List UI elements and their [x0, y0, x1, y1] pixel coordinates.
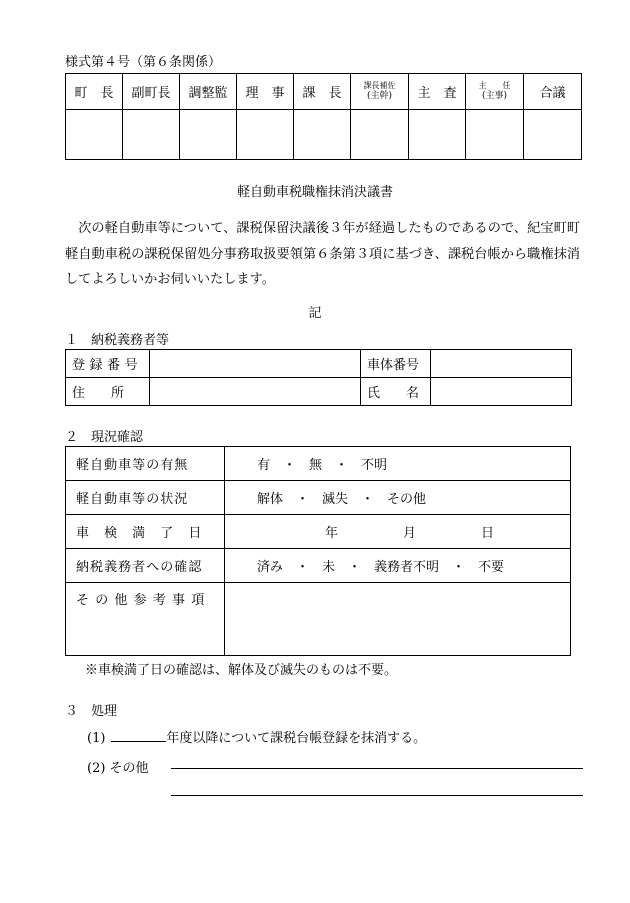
processing-item-1 [87, 727, 426, 746]
approval-header-mayor: 町 長 [66, 74, 123, 110]
section-1-heading: １ 納税義務者等 [65, 333, 170, 348]
ki-marker: 記 [308, 306, 322, 321]
stamp-cell[interactable] [466, 110, 524, 160]
approval-stamp-table [65, 73, 582, 160]
document-title: 軽自動車税職権抹消決議書 [236, 185, 393, 200]
name-label: 氏 名 [361, 378, 431, 406]
item-1-text: 年度以降について課税台帳登録を抹消する。 [166, 731, 427, 746]
body-paragraph: 次の軽自動車等について、課税保留決議後３年が経過したものであるので、紀宝町町軽自動車税の課税保留処分事務取扱要領第６条第３項に基づき、課税台帳から職権抹消してよろしいかお伺いいたします。 [65, 221, 580, 287]
address-label: 住 所 [66, 378, 150, 406]
status-value[interactable]: 有 ・ 無 ・ 不明 [225, 447, 571, 481]
registration-number-label: 登録番号 [66, 350, 150, 378]
status-label: そ の 他 参 考 事 項 [66, 583, 225, 656]
section-3-heading: ３ 処理 [65, 704, 118, 719]
status-label: 軽自動車等の状況 [66, 481, 225, 515]
processing-item-2-label: (2) その他 [87, 761, 149, 776]
address-field[interactable] [150, 378, 361, 406]
status-label: 軽自動車等の有無 [66, 447, 225, 481]
form-label: 様式第４号（第６条関係） [65, 55, 222, 70]
approval-header-consultation: 合議 [524, 74, 582, 110]
section-2-heading: ２ 現況確認 [65, 430, 144, 445]
other-entry-line[interactable] [171, 795, 583, 796]
name-field[interactable] [431, 378, 572, 406]
stamp-cell[interactable] [180, 110, 237, 160]
approval-header-director: 理 事 [237, 74, 294, 110]
status-label: 車 検 満 了 日 [66, 515, 225, 549]
approval-header-deputy-mayor: 副町長 [123, 74, 180, 110]
approval-header-staff: 主 任 (主事) [466, 74, 524, 110]
note-text: ※車検満了日の確認は、解体及び滅失のものは不要。 [85, 663, 398, 678]
stamp-cell[interactable] [294, 110, 351, 160]
stamp-cell[interactable] [351, 110, 409, 160]
approval-header-section-chief: 課 長 [294, 74, 351, 110]
status-value[interactable]: 済み ・ 未 ・ 義務者不明 ・ 不要 [225, 549, 571, 583]
taxpayer-table [65, 349, 572, 406]
status-value[interactable]: 年 月 日 [225, 515, 571, 549]
status-value[interactable]: 解体 ・ 滅失 ・ その他 [225, 481, 571, 515]
vehicle-number-field[interactable] [431, 350, 572, 378]
approval-header-inspector: 主 査 [409, 74, 466, 110]
fiscal-year-blank[interactable] [111, 728, 166, 742]
stamp-cell[interactable] [409, 110, 466, 160]
approval-header-coordinator: 調整監 [180, 74, 237, 110]
status-table [65, 446, 571, 656]
other-notes-field[interactable] [225, 583, 571, 656]
other-entry-line[interactable] [171, 768, 583, 769]
vehicle-number-label: 車体番号 [361, 350, 431, 378]
status-label: 納税義務者への確認 [66, 549, 225, 583]
stamp-cell[interactable] [524, 110, 582, 160]
stamp-cell[interactable] [123, 110, 180, 160]
item-number: (1) [87, 731, 106, 746]
stamp-cell[interactable] [237, 110, 294, 160]
approval-header-assistant-chief: 課長補佐 (主幹) [351, 74, 409, 110]
registration-number-field[interactable] [150, 350, 361, 378]
stamp-cell[interactable] [66, 110, 123, 160]
